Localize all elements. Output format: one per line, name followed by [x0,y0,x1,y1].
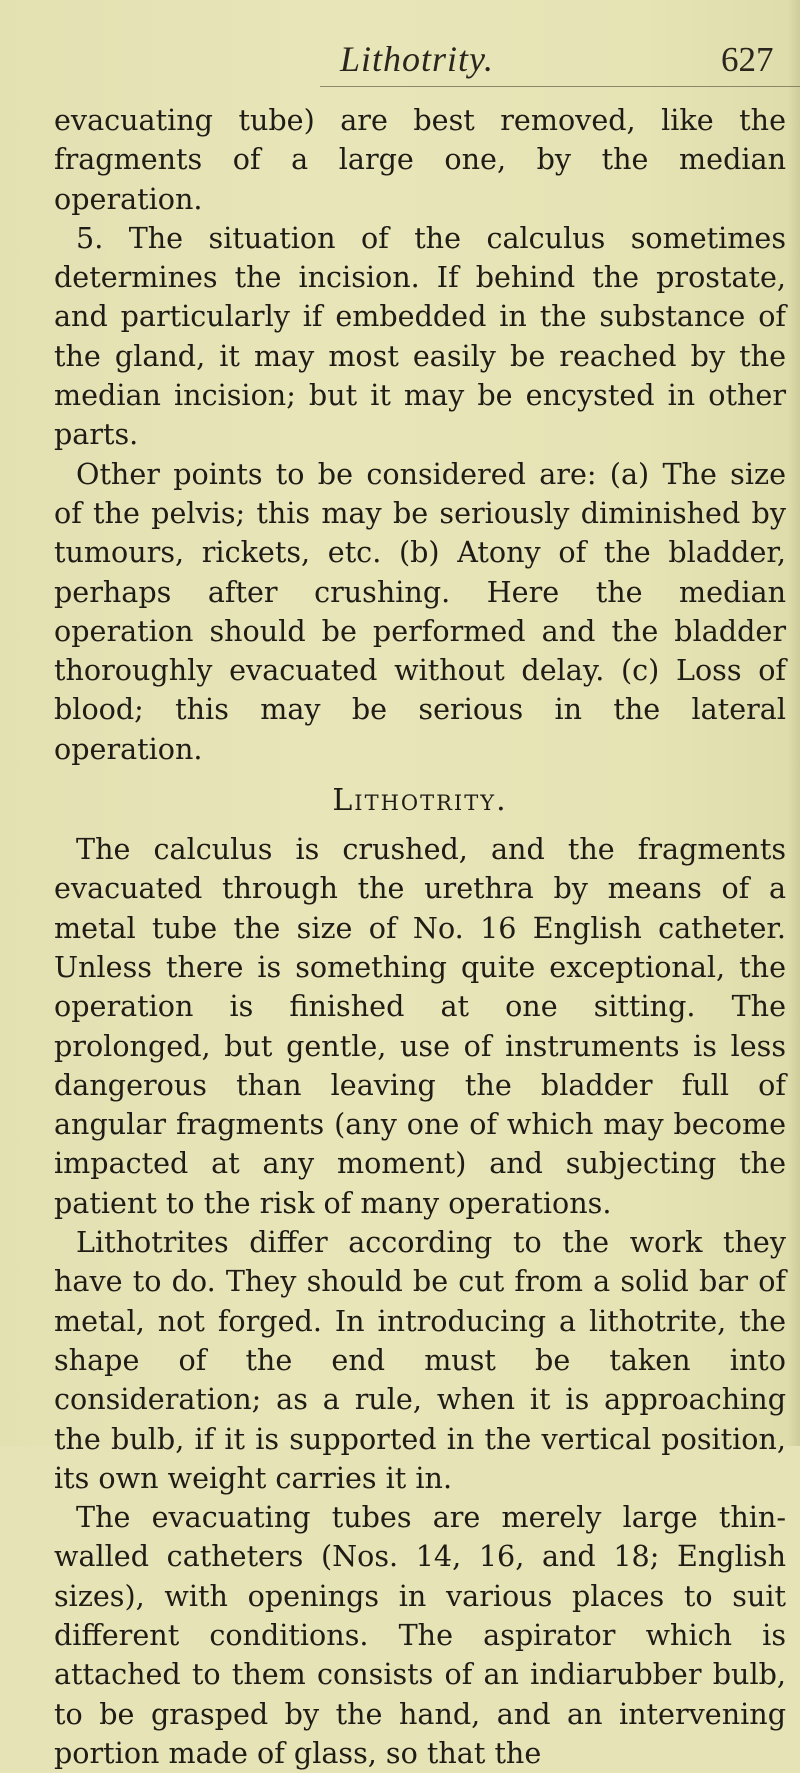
header-rule [320,86,800,87]
paragraph-5: Lithotrites differ according to the work they have to do. They should be cut from a solid bar of metal, not forged. In introducing a lithotrite, the shape of the end must be taken into consideration; as a rule, when it is approaching the bulb, if it is supported in the vertical position, its own weight carries it in. [54,1225,786,1495]
section-heading: Lithotrity. [332,783,508,819]
paragraph-2: 5. The situation of the calculus sometimes determines the incision. If behind the prostate, and particularly if embedded in the substance of the gland, it may most easily be reached by the median incision; but it may be encysted in other parts. [54,220,786,452]
body-text [54,101,786,1773]
paragraph-1: evacuating tube) are best removed, like the fragments of a large one, by the median operation. [54,103,786,216]
running-head: Lithotrity. [340,39,495,79]
paragraph-4: The calculus is crushed, and the fragments evacuated through the urethra by means of a metal tube the size of No. 16 English catheter. Unless there is something quite exceptional, the operation is finished at one sitting. The prolonged, but gentle, use of instruments is less dangerous than leaving the bladder full of angular fragments (any one of which may become impacted at any moment) and subjecting the patient to the risk of many operations. [54,832,786,1220]
paragraph-6: The evacuating tubes are merely large thin-walled catheters (Nos. 14, 16, and 18; English sizes), with openings in various places to suit different conditions. The aspirator which is attached to them consists of an indiarubber bulb, to be grasped by the hand, and an intervening portion made of glass, so that the [54,1500,786,1770]
paragraph-3: Other points to be considered are: (a) The size of the pelvis; this may be seriously diminished by tumours, rickets, etc. (b) Atony of the bladder, perhaps after crushing. Here the median operation should be performed and the bladder thoroughly evacuated without delay. (c) Loss of blood; this may be serious in the lateral operation. [54,456,786,766]
page-edge-shadow [788,0,800,1446]
page-number: 627 [721,40,774,79]
page-header [0,26,800,86]
